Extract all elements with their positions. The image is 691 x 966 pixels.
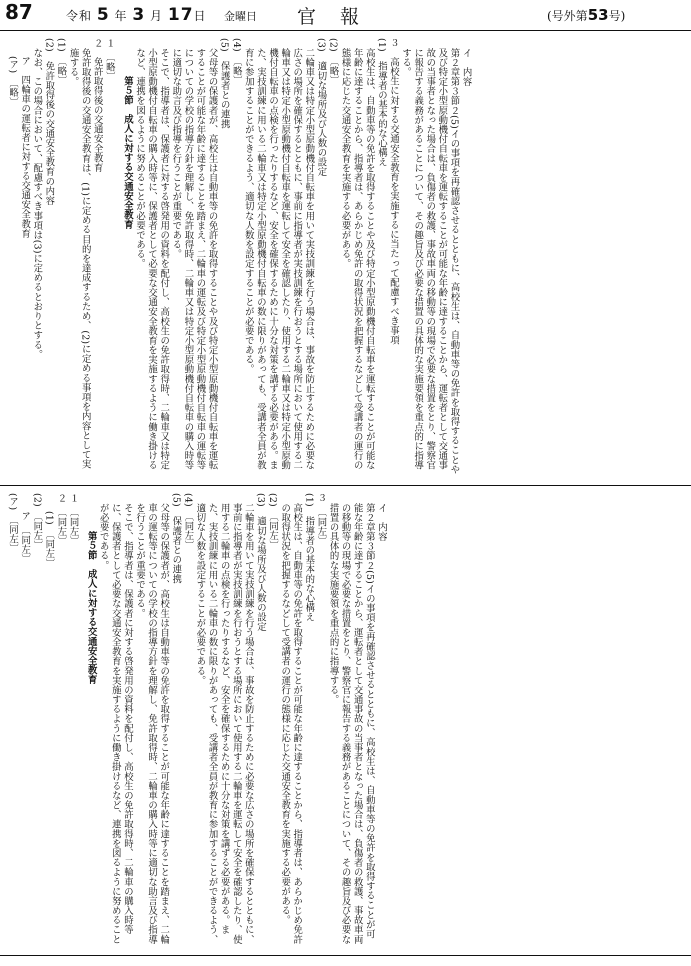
text-line: (4) 〔同左〕 bbox=[182, 493, 194, 551]
text-line: (2) 〔同左〕 bbox=[267, 493, 279, 551]
text-line: ３ 〔同左〕 bbox=[315, 493, 327, 546]
text-line: ２ 免許取得後の交通安全教育 bbox=[91, 38, 103, 173]
text-line: (1) 指導者の基本的な心構え bbox=[303, 493, 315, 622]
text-line: １ 〔略〕 bbox=[103, 38, 115, 82]
month-unit: 月 bbox=[150, 9, 164, 23]
issue-number bbox=[547, 6, 625, 24]
text-line: 第５節 成人に対する交通安全教育 bbox=[85, 531, 97, 685]
text-line: (1) 〔同左〕 bbox=[43, 511, 55, 569]
gazette-title: 官報 bbox=[297, 6, 384, 28]
text-line: 父母等の保護者が、高校生は自動車等の免許を取得することが可能な年齢に達することを踏まえ、二輪車の運転等についての学校の指導方針を理解し、免許取得時、二輪車の購入時等に適切な助言及び指導を行うことが重要である。 bbox=[134, 503, 170, 945]
text-line: 高校生は、自動車等の免許を取得することが可能な年齢に達することから、指導者は、あらかじめ免許の取得状況を把握するなどして受講者の運行の態様に応じた交通安全教育を実施する必要がある。 bbox=[279, 503, 303, 945]
issue-number-value: 53 bbox=[587, 6, 609, 24]
page-number: 87 bbox=[5, 0, 33, 24]
text-line: 第５節 成人に対する交通安全教育 bbox=[121, 76, 133, 230]
day-unit: 日 bbox=[193, 9, 207, 23]
text-line: (2) 免許取得後の交通安全教育の内容 bbox=[43, 38, 55, 206]
current-text-column bbox=[6, 491, 387, 947]
text-line: (2) 〔略〕 bbox=[327, 38, 339, 86]
issue-date bbox=[66, 5, 207, 25]
text-line: 第２章第３節２(5)イの事項を再確認させるとともに、高校生は、自動車等の免許を取得することや及び特定小型原動機付自転車を運転することが可能な年齢に達することから、運転者として交通事故の当事者となった場合は、負傷者の救護、事故車両の移動等の現場で必要な措置をとり、警察官に報告する義務があることについて、その趣旨及び必要な措置の具体的な実施要領を重点的に指導する。 bbox=[400, 48, 460, 475]
day: 17 bbox=[167, 5, 194, 25]
text-line: (2) 〔同左〕 bbox=[31, 493, 43, 551]
text-line: 免許取得後の交通安全教育は、(1)に定める目的を達成するため、(2)に定める事項を内容として実施する。 bbox=[67, 48, 91, 469]
issue-suffix: 号) bbox=[608, 9, 626, 23]
text-line: なお、この場合において、配慮すべき事項は(3)に定めるとおりとする。 bbox=[31, 48, 43, 360]
text-line: (3) 適切な場所及び人数の設定 bbox=[315, 38, 327, 177]
issue-prefix: (号外第 bbox=[547, 9, 588, 23]
text-line: 二輪車を用いて実技訓練を行う場合は、事故を防止するために必要な広さの場所を確保するとともに、事前に指導者が実技訓練を行おうとする場所において使用する二輪車を運転して安全を確認したり、使用する二輪車の点検を行ったりするなど、安全を確保するために十分な対策を講ずる必要がある。また、実技訓練に用いる二輪車の数に限りがあっても、受講者全員が教育に参加することができるよう、適切な人数を設定することが必要である。 bbox=[194, 503, 254, 945]
year: 5 bbox=[96, 5, 110, 25]
gazette-header bbox=[0, 0, 691, 28]
text-line: ア 四輪車の運転者に対する交通安全教育 bbox=[19, 56, 31, 239]
text-line: ア 〔同左〕 bbox=[19, 511, 31, 564]
footer-rule bbox=[0, 955, 691, 956]
header-rule bbox=[0, 30, 691, 31]
text-line: (5) 保護者との連携 bbox=[218, 38, 230, 129]
text-line: １ 〔同左〕 bbox=[67, 493, 79, 546]
text-line: そこで、指導者は、保護者に対する啓発用の資料を配付し、高校生の免許取得時、二輪車又は特定小型原動機付自転車の購入時等に、保護者として必要な交通安全教育を実施するように働き掛けるなど、連携を図るように努めることが必要である。 bbox=[134, 48, 170, 470]
revised-text-section bbox=[6, 36, 685, 476]
current-text-section bbox=[6, 491, 685, 947]
text-line: 二輪車又は特定小型原動機付自転車を用いて実技訓練を行う場合は、事故を防止するために必要な広さの場所を確保するとともに、事前に指導者が実技訓練を行おうとする場所において使用する二輪車又は特定小型原動機付自転車を運転して安全を確認したり、使用する二輪車又は特定小型原動機付自転車の点検を行ったりするなど、安全を確保するために十分な対策を講ずる必要がある。また、実技訓練に用いる二輪車又は特定小型原動機付自転車の数に限りがあっても、受講者全員が教育に参加することができるよう、適切な人数を設定することが必要である。 bbox=[242, 48, 315, 470]
era: 令和 bbox=[66, 9, 93, 23]
month: 3 bbox=[132, 5, 146, 25]
text-line: (1) 〔略〕 bbox=[55, 38, 67, 86]
text-line: 父母等の保護者が、高校生は自動車等の免許を取得することや及び特定小型原動機付自転車を運転することが可能な年齢に達することを踏まえ、二輪車の運転及び特定小型原動機付自転車の運転等についての学校の指導方針を理解し、免許取得時、二輪車又は特定小型原動機付自転車の購入時等に適切な助言及び指導を行うことが重要である。 bbox=[170, 48, 218, 470]
text-line: イ 内容 bbox=[460, 48, 472, 87]
text-line: 高校生は、自動車等の免許を取得することや及び特定小型原動機付自転車を運転することが可能な年齢に達することから、指導者は、あらかじめ免許の取得状況を把握するなどして受講者の運行の態様に応じた交通安全教育を実施する必要がある。 bbox=[339, 48, 375, 470]
text-line: (4) 〔略〕 bbox=[230, 38, 242, 86]
text-line: (5) 保護者との連携 bbox=[170, 493, 182, 584]
text-line: イ 内容 bbox=[375, 503, 387, 542]
section-divider bbox=[0, 485, 691, 486]
weekday: 金曜日 bbox=[224, 10, 257, 23]
text-line: そこで、指導者は、保護者に対する啓発用の資料を配付し、高校生の免許取得時、二輪車の購入時等に、保護者として必要な交通安全教育を実施するように働き掛けるなど、連携を図るように努めることが必要である。 bbox=[97, 503, 133, 945]
text-line: (1) 指導者の基本的な心構え bbox=[375, 38, 387, 167]
year-unit: 年 bbox=[114, 9, 128, 23]
text-line: ２ 〔同左〕 bbox=[55, 493, 67, 546]
text-line: (ア) 〔略〕 bbox=[7, 56, 19, 107]
text-line: 第２章第３節２(5)イの事項を再確認させるとともに、高校生は、自動車等の免許を取得することが可能な年齢に達することから、運転者として交通事故の当事者となった場合は、負傷者の救護、事故車両の移動等の現場で必要な措置をとり、警察官に報告する義務があることについて、その趣旨及び必要な措置の具体的な実施要領を重点的に指導する。 bbox=[327, 503, 375, 945]
text-line: (3) 適切な場所及び人数の設定 bbox=[254, 493, 266, 632]
text-line: (ア) 〔同左〕 bbox=[7, 493, 19, 554]
revised-text-column bbox=[6, 36, 472, 476]
text-line: ３ 高校生に対する交通安全教育を実施するに当たって配慮すべき事項 bbox=[388, 38, 399, 345]
